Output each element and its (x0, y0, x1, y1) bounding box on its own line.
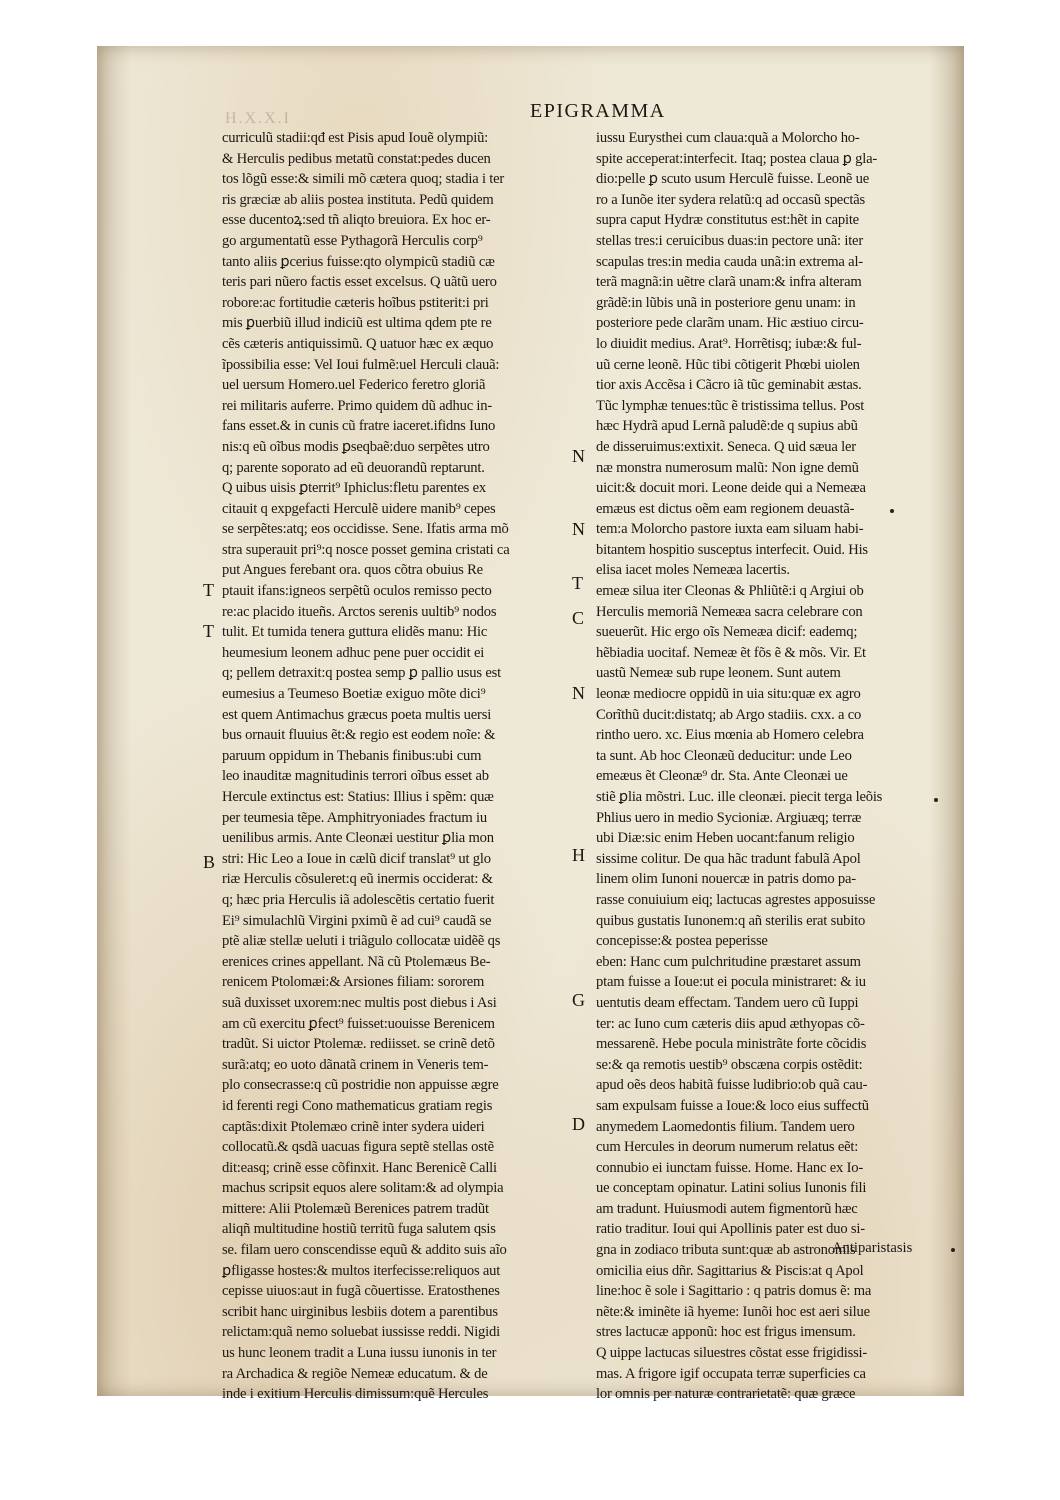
text-line: est quem Antimachus græcus poeta multis uersi (222, 706, 492, 723)
text-line: collocatũ.& qsdã uacuas figura septẽ stellas ostẽ (222, 1139, 494, 1156)
margin-letter-left: T (203, 621, 214, 641)
text-line: citauit q expgefacti Herculẽ uidere manib⁹ cepes (222, 500, 496, 517)
text-line: put Angues ferebant ora. quos cõtra obuius Re (222, 562, 483, 579)
text-line: de disseruimus:extixit. Seneca. Q uid sæua ler (596, 438, 856, 455)
margin-letter-right: D (572, 1114, 585, 1134)
text-line: bitantem hospitio susceptus interfecit. Ouid. His (596, 541, 868, 558)
left-text-column (222, 128, 562, 1405)
text-line: spite acceperat:interfecit. Itaq; postea claua ꝑ gla- (596, 150, 878, 167)
margin-letter-right: N (572, 519, 585, 539)
text-line: elisa iacet moles Nemeæa lacertis. (596, 562, 790, 579)
text-line: relictam:quã nemo soluebat iussisse reddi. Nigidi (222, 1324, 500, 1341)
text-line: leonæ mediocre oppidũ in uia situ:quæ ex agro (596, 686, 861, 703)
text-line: q; pellem detraxit:q postea semp ꝑ pallio usus est (222, 665, 501, 682)
text-line: stiẽ ꝑlia mõstri. Luc. ille cleonæi. piecit terga leõis (596, 789, 883, 805)
text-line: am tradunt. Huiusmodi autem figmentorũ hæc (596, 1200, 858, 1217)
text-line: machus scripsit equos alere solitam:& ad olympia (222, 1180, 504, 1197)
text-line: tior axis Accẽsa i Cãcro iã tũc geminabit æstas. (596, 377, 862, 394)
text-line: uenilibus armis. Ante Cleonæi uestitur ꝑlia mon (222, 830, 494, 847)
text-line: rasse conuiuium eiq; lactucas agrestes apposuisse (596, 891, 876, 908)
margin-letter-right: C (572, 608, 585, 628)
text-line: ubi Diæ:sic enim Heben uocant:fanum religio (596, 830, 855, 847)
text-line: emæus est dictus oẽm eam regionem deuastã- (596, 500, 855, 517)
text-line: bus ornauit fluuius ẽt:& regio est eodem noĩe: & (222, 727, 496, 744)
text-line: uũ cerne leonẽ. Hũc tibi cõtigerit Phœbi uiolen (596, 356, 860, 373)
margin-letter-right: G (572, 990, 585, 1010)
text-line: lo diuidit medius. Arat⁹. Horrẽtisq; iubæ:& ful- (596, 335, 862, 352)
text-line: grãdẽ:in lũbis unã in posteriore genu unam: in (596, 294, 856, 311)
text-line: dio:pelle ꝑ scuto usum Herculẽ fuisse. Leonẽ ue (596, 171, 870, 188)
text-line: se:& qa remotis uestib⁹ obscæna corpis ostẽdit: (596, 1056, 863, 1073)
text-line: stra superauit pri⁹:q nosce posset gemina cristati ca (222, 541, 510, 558)
bleed-through-folio-mark: H.X.X.I (225, 110, 291, 127)
text-line: ue conceptam opinatur. Latini solius Iunonis fili (596, 1180, 867, 1197)
margin-letter-right: N (572, 446, 585, 466)
text-line: eben: Hanc cum pulchritudine præstaret assum (596, 953, 861, 970)
text-line: Phlius uero in medio Sycioniæ. Argiuæq; terræ (596, 809, 862, 826)
text-line: line:hoc ẽ sole i Sagittario : q patris domus ẽ: ma (596, 1283, 872, 1300)
text-line: quibus gustatis Iunonem:q añ sterilis erat subito (596, 912, 866, 929)
text-line: surã:atq; eo uoto dãnatã crinem in Veneris tem- (222, 1056, 489, 1073)
ink-speck (951, 1248, 955, 1252)
text-line: se serpẽtes:atq; eos occidisse. Sene. Ifatis arma mõ (222, 521, 509, 538)
text-line: cepisse uiuos:aut in fugã cõuertisse. Eratosthenes (222, 1283, 500, 1300)
text-line: am cũ exercitu ꝑfect⁹ fuisset:uouisse Berenicem (222, 1015, 495, 1032)
text-line: nẽte:& iminẽte iã hyeme: Iunõi hoc est aeri silue (596, 1303, 870, 1320)
text-line: stellas tres:i ceruicibus duas:in pectore unã: iter (596, 232, 863, 249)
text-line: ra Archadica & regiõe Nemeæ educatum. & de (222, 1365, 488, 1382)
text-line: fans esset.& in cunis cũ fratre iaceret.ifidns Iuno (222, 418, 496, 435)
text-line: captãs:dixit Ptolemæo crinẽ inter sydera uideri (222, 1118, 485, 1135)
text-line: per teumesia tẽpe. Amphitryoniades fractum iu (222, 809, 487, 826)
margin-letter-right: T (572, 573, 583, 593)
text-line: mas. A frigore igif occupata terræ superficies ca (596, 1365, 866, 1382)
text-line: rintho uero. xc. Eius mœnia ab Homero celebra (596, 727, 864, 744)
text-line: emeæ silua iter Cleonas & Phliũtẽ:i q Argiui ob (596, 583, 864, 600)
text-line: ter: ac Iuno cum cæteris diis apud æthyopas cõ- (596, 1015, 865, 1032)
text-line: suã duxisset uxorem:nec multis post diebus i Asi (222, 994, 497, 1011)
text-line: sam expulsam fuisse a Ioue:& loco eius suffectũ (596, 1097, 869, 1114)
text-line: Ei⁹ simulachlũ Virgini pximũ ẽ ad cui⁹ caudã se (222, 912, 492, 929)
text-line: sueuerũt. Hic ergo oĩs Nemeæa dicif: eademq; (596, 624, 858, 641)
margin-letter-right: H (572, 845, 585, 865)
text-line: q; hæc pria Herculis iã adolescẽtis certatio fuerit (222, 891, 495, 908)
text-line: uentutis deam effectam. Tandem uero cũ Iuppi (596, 994, 859, 1011)
text-line: ta sunt. Ab hoc Cleonæũ deducitur: unde Leo (596, 747, 852, 764)
text-line: ratio traditur. Ioui qui Apollinis pater est duo si- (596, 1221, 865, 1238)
text-line: erenices crines appellant. Nã cũ Ptolemæus Be- (222, 953, 491, 970)
text-line: gna in zodiaco tributa sunt:quæ ab astronomis (596, 1242, 856, 1259)
ink-speck (934, 798, 938, 802)
text-line: terã magnã:in uẽtre clarã unam:& infra alteram (596, 274, 862, 291)
text-line: mittere: Alii Ptolemæũ Berenices patrem tradũt (222, 1200, 489, 1217)
text-line: næ monstra numerosum malũ: Non igne demũ (596, 459, 859, 476)
text-line: cẽs cæteris antiquissimũ. Q uatuor hæc ex æquo (222, 335, 494, 352)
margin-letter-left: B (203, 852, 216, 872)
text-line: curriculũ stadii:qđ est Pisis apud Iouẽ olympiũ: (222, 130, 489, 146)
text-line: ris græciæ ab aliis postea instituta. Pedũ quidem (222, 191, 494, 208)
text-line: messarenẽ. Hebe pocula ministrãte forte cõcidis (596, 1036, 867, 1053)
text-line: lor omnis per naturæ contrarietatẽ: quæ græce (596, 1386, 856, 1403)
text-line: scribit hanc uirginibus lesbiis dotem a parentibus (222, 1303, 498, 1320)
text-line: posteriore pede clarãm unam. Hic æstiuo circu- (596, 315, 864, 332)
text-line: & Herculis pedibus metatũ constat:pedes ducen (222, 150, 491, 167)
text-line: tos lõgũ esse:& simili mõ cætera quoq; stadia i ter (222, 171, 505, 188)
margin-letter-right: N (572, 683, 585, 703)
text-line: ĩpossibilia esse: Vel Ioui fulmẽ:uel Herculi clauã: (222, 356, 500, 373)
text-line: apud oẽs deos habitã fuisse ludibrio:ob quã cau- (596, 1077, 868, 1094)
text-line: concepisse:& postea peperisse (596, 933, 768, 950)
text-line: Corĩthũ ducit:distatq; ab Argo stadiis. cxx. a co (596, 706, 862, 723)
right-text-column (596, 128, 934, 1405)
text-line: teris pari nũero factis esset excelsus. Q uãtũ uero (222, 274, 497, 291)
text-line: stres lactucæ apponũ: hoc est frigus imensum. (596, 1324, 856, 1341)
text-line: uel uersum Homero.uel Federico feretro gloriã (222, 377, 486, 394)
text-line: anymedem Laomedontis filium. Tandem uero (596, 1118, 855, 1135)
text-line: nis:q eũ oĩbus modis ꝑseqbaẽ:duo serpẽtes utro (222, 438, 490, 455)
text-line: robore:ac fortitudie cæteris hoĩbus pstiterit:i pri (222, 294, 489, 311)
text-line: id ferenti regi Cono mathematicus gratiam regis (222, 1097, 493, 1114)
text-line: Hercule extinctus est: Statius: Illius i spẽm: quæ (222, 789, 494, 805)
running-header: EPIGRAMMA (530, 100, 666, 122)
text-line: rei militaris auferre. Primo quidem dũ adhuc in- (222, 397, 493, 414)
text-line: inde i exitium Herculis dimissum:quẽ Hercules (222, 1386, 489, 1403)
text-line: tulit. Et tumida tenera guttura elidẽs manu: Hic (222, 624, 488, 641)
text-line: omicilia eius dñr. Sagittarius & Piscis:at q Apol (596, 1262, 864, 1279)
text-line: Tũc lymphæ tenues:tũc ẽ tristissima tellus. Post (596, 397, 865, 414)
text-line: tem:a Molorcho pastore iuxta eam siluam habi- (596, 521, 864, 538)
text-line: aliqñ multitudine hostiũ territũ fuga salutem qsis (222, 1221, 496, 1238)
text-line: dit:easq; crinẽ esse cõfinxit. Hanc Berenicẽ Calli (222, 1159, 497, 1176)
text-line: re:ac placido itueñs. Arctos serenis uultib⁹ nodos (222, 603, 497, 620)
text-line: ptam fuisse a Ioue:ut ei pocula ministraret: & iu (596, 974, 866, 991)
text-line: tradũt. Si uictor Ptolemæ. rediisset. se crinẽ detõ (222, 1036, 495, 1053)
text-line: mis ꝑuerbiũ illud indiciũ est ultima qdem pte re (222, 315, 492, 332)
ink-speck (890, 509, 894, 513)
text-line: linem olim Iunoni nouercæ in patris domo pa- (596, 871, 856, 888)
text-line: esse ducentoꝝ:sed tñ aliqto breuiora. Ex hoc er- (222, 212, 491, 229)
text-line: Q uibus uisis ꝑterrit⁹ Iphiclus:fletu parentes ex (222, 480, 486, 497)
text-line: plo consecrasse:q cũ postridie non appuisse ægre (222, 1077, 499, 1094)
text-line: Q uippe lactucas siluestres cõstat esse frigidissi- (596, 1345, 868, 1362)
catchword: Antiparistasis (832, 1240, 913, 1256)
text-line: connubio ei iunctam fuisse. Home. Hanc ex Io- (596, 1159, 863, 1176)
text-line: renicem Ptolomæi:& Arsiones filiam: sororem (222, 974, 485, 991)
text-line: leo inauditæ magnitudinis terrori oĩbus esset ab (222, 768, 489, 785)
text-line: ꝑfligasse hostes:& multos iterfecisse:reliquos aut (222, 1262, 501, 1279)
text-line: heumesium leonem adhuc pene puer occidit ei (222, 644, 485, 661)
text-line: go argumentatũ esse Pythagorã Herculis corp⁹ (222, 232, 483, 249)
text-line: hæc Hydrã apud Lernã paludẽ:de q supius abũ (596, 418, 858, 435)
text-line: se. filam uero conscendisse equũ & addito suis aĩo (222, 1242, 507, 1259)
text-line: sissime colitur. De qua hãc tradunt fabulã Apol (596, 850, 861, 867)
text-line: emeæus ẽt Cleonæ⁹ dr. Sta. Ante Cleonæi ue (596, 768, 848, 785)
text-line: stri: Hic Leo a Ioue in cælũ dicif translat⁹ ut glo (222, 850, 491, 867)
text-line: cum Hercules in deorum numerum relatus eẽt: (596, 1139, 859, 1156)
text-line: eumesius a Teumeso Boetiæ exiguo mõte dici⁹ (222, 686, 486, 703)
text-line: ptẽ aliæ stellæ ueluti i triãgulo collocatæ uidẽẽ qs (222, 933, 501, 950)
margin-letter-left: T (203, 580, 214, 600)
text-line: ro a Iunõe iter sydera relatũ:q ad occasũ spectãs (596, 191, 865, 208)
text-line: paruum oppidum in Thebanis finibus:ubi cum (222, 747, 482, 764)
text-line: uicit:& docuit mori. Leone deide qui a Nemeæa (596, 480, 866, 497)
text-line: iussu Eurysthei cum claua:quã a Molorcho ho- (596, 130, 860, 146)
text-line: ptauit ifans:igneos serpẽtũ oculos remisso pecto (222, 583, 492, 600)
text-line: hẽbiadia uocitaf. Nemeæ ẽt fõs ẽ & mõs. Vir. Et (596, 644, 866, 661)
text-line: tanto aliis ꝑcerius fuisse:qto olympicũ stadiũ cæ (222, 253, 495, 270)
text-line: scapulas tres:in media cauda unã:in extrema al- (596, 253, 863, 270)
text-line: riæ Herculis cõsuleret:q eũ inermis occiderat: & (222, 871, 493, 888)
text-line: q; parente soporato ad eũ deuorandũ reptarunt. (222, 459, 485, 476)
text-line: Herculis memoriã Nemeæa sacra celebrare con (596, 603, 863, 620)
text-line: uastũ Nemeæ sub rupe leonem. Sunt autem (596, 665, 841, 682)
text-line: supra caput Hydræ constitutus est:hẽt in capite (596, 212, 859, 229)
text-line: us hunc leonem tradit a Luna iussu iunonis in ter (222, 1345, 497, 1362)
